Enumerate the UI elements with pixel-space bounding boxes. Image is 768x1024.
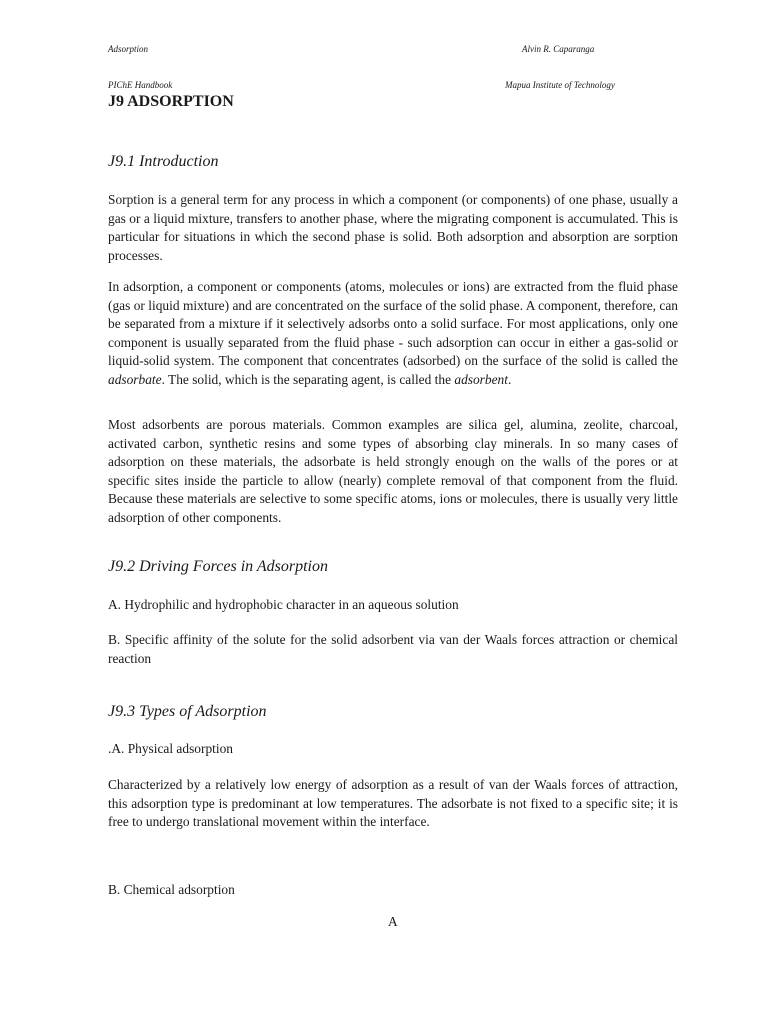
intro-paragraph-1: Sorption is a general term for any process in which a component (or components) of one phase, usually a gas or a liquid mixture, transfers to another phase, where the migrating component is accumulated. This is particular for situations in which the second phase is solid. Both adsorption and absorption are sorption processes. — [108, 192, 678, 263]
intro-paragraph-3: Most adsorbents are porous materials. Common examples are silica gel, alumina, zeolite, charcoal, activated carbon, synthetic resins and some types of absorbing clay minerals. In so many cases of adsorption on these materials, the adsorbate is held strongly enough on the walls of the pores or at specific sites inside the particle to allow (nearly) complete removal of that component from the fluid. Because these materials are selective to some specific atoms, ions or molecules, there is usually very little adsorption of other components. — [108, 417, 678, 525]
header-right-top: Alvin R. Caparanga — [522, 44, 595, 54]
driving-force-a: A. Hydrophilic and hydrophobic character in an aqueous solution — [108, 597, 459, 612]
intro-paragraph-2-text-b: . The solid, which is the separating agent, is called the — [161, 371, 455, 387]
header-right-sub: Mapua Institute of Technology — [505, 80, 615, 90]
term-adsorbate: adsorbate — [108, 371, 162, 387]
section-heading-types: J9.3 Types of Adsorption — [108, 703, 267, 720]
type-b-label: B. Chemical adsorption — [108, 882, 235, 897]
footer-mark: A — [388, 914, 398, 929]
type-a-label: .A. Physical adsorption — [108, 741, 233, 756]
section-heading-driving-forces: J9.2 Driving Forces in Adsorption — [108, 558, 328, 575]
type-a-description: Characterized by a relatively low energy of adsorption as a result of van der Waals forces of attraction, this adsorption type is predominant at low temperatures. The adsorbate is not fixed to a specific site; it is free to undergo translational movement within the interface. — [108, 777, 678, 829]
document-title: J9 ADSORPTION — [108, 93, 234, 110]
intro-paragraph-2-text-a: In adsorption, a component or components (atoms, molecules or ions) are extracted from the fluid phase (gas or liquid mixture) and are concentrated on the surface of the solid phase. A component, therefore, can be separated from a mixture if it selectively adsorbs onto a solid surface. For most applications, only one component is usually separated from the fluid phase - such adsorption can occur in either a gas-solid or liquid-solid system. The component that concentrates (adsorbed) on the surface of the solid is called the — [108, 279, 678, 368]
intro-paragraph-2-text-c: . — [507, 371, 512, 387]
intro-paragraph-2 — [108, 278, 678, 389]
section-heading-introduction: J9.1 Introduction — [108, 153, 219, 170]
driving-force-b: B. Specific affinity of the solute for the solid adsorbent via van der Waals forces attraction or chemical reaction — [108, 632, 678, 666]
term-adsorbent: adsorbent — [454, 371, 508, 387]
header-left-top: Adsorption — [108, 44, 149, 54]
header-left-sub: PIChE Handbook — [108, 80, 173, 90]
